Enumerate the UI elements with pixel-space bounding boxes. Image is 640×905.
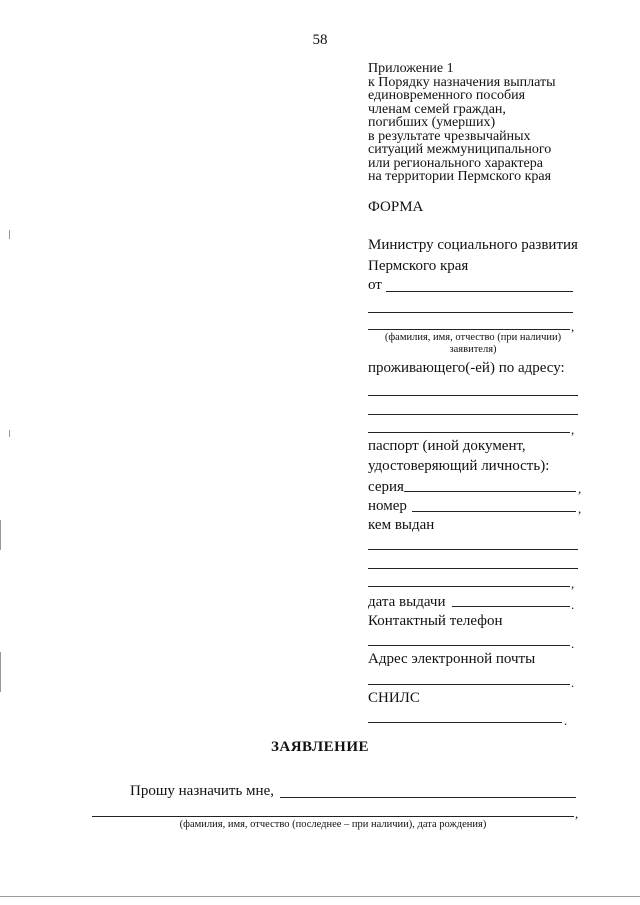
annex-line: в результате чрезвычайных (368, 128, 531, 144)
annex-header (368, 62, 630, 184)
annex-line: ситуаций межмуниципального (368, 142, 552, 157)
comma-mark: , (578, 481, 582, 496)
address-field-2[interactable] (368, 414, 578, 415)
residence-label: проживающего(-ей) по адресу: (368, 360, 565, 376)
series-label: серия (368, 479, 404, 495)
issued-by-field-3[interactable] (368, 586, 570, 587)
addressee-line-1: Министру социального развития (368, 237, 578, 253)
comma-mark: , (575, 806, 579, 821)
applicant-name-field-3[interactable] (368, 329, 570, 330)
comma-mark: , (571, 319, 575, 334)
passport-label-2: удостоверяющий личность): (368, 458, 550, 474)
annex-line: погибших (умерших) (368, 115, 496, 130)
issued-by-field-2[interactable] (368, 568, 578, 569)
applicant-name-caption-1: (фамилия, имя, отчество (при наличии) (384, 332, 562, 343)
page-number: 58 (312, 32, 328, 48)
from-name-field[interactable] (386, 291, 573, 292)
statement-request-text: Прошу назначить мне, (130, 783, 274, 799)
scan-speck (9, 430, 10, 437)
annex-line: единовременного пособия (368, 88, 526, 103)
series-field[interactable] (404, 491, 576, 492)
issue-date-label: дата выдачи (368, 594, 446, 610)
address-field-3[interactable] (368, 432, 570, 433)
form-label: ФОРМА (368, 199, 424, 215)
comma-mark: , (578, 501, 582, 516)
dot-mark: . (564, 713, 568, 728)
phone-label: Контактный телефон (368, 613, 503, 629)
passport-label-1: паспорт (иной документ, (368, 438, 526, 454)
issued-by-field-1[interactable] (368, 549, 578, 550)
scan-speck (0, 652, 1, 692)
annex-line: к Порядку назначения выплаты (368, 74, 556, 90)
annex-line: Приложение 1 (368, 61, 454, 76)
dot-mark: . (571, 675, 575, 690)
snils-field[interactable] (368, 722, 562, 723)
recipient-name-field-2[interactable] (92, 816, 574, 817)
dot-mark: . (571, 597, 575, 612)
comma-mark: , (571, 576, 575, 591)
statement-title: ЗАЯВЛЕНИЕ (270, 739, 370, 755)
annex-line: членам семей граждан, (368, 101, 506, 117)
issued-by-label: кем выдан (368, 517, 435, 533)
applicant-name-caption-2: заявителя) (449, 344, 497, 355)
address-field-1[interactable] (368, 395, 578, 396)
recipient-name-caption: (фамилия, имя, отчество (последнее – при наличии), дата рождения) (179, 819, 487, 830)
comma-mark: , (571, 422, 575, 437)
scan-speck (9, 230, 10, 239)
snils-label: СНИЛС (368, 690, 420, 706)
annex-line: на территории Пермского края (368, 169, 552, 184)
issue-date-field[interactable] (452, 606, 570, 607)
email-field[interactable] (368, 684, 570, 685)
addressee-line-2: Пермского края (368, 258, 469, 274)
number-field[interactable] (412, 511, 576, 512)
scan-speck (0, 520, 1, 550)
phone-field[interactable] (368, 645, 570, 646)
dot-mark: . (571, 636, 575, 651)
annex-line: или регионального характера (368, 155, 543, 171)
number-label: номер (368, 498, 407, 514)
recipient-name-field-1[interactable] (280, 797, 576, 798)
scan-bottom-edge (0, 896, 640, 897)
applicant-name-field-2[interactable] (368, 312, 573, 313)
from-label: от (368, 277, 382, 293)
email-label: Адрес электронной почты (368, 651, 536, 667)
